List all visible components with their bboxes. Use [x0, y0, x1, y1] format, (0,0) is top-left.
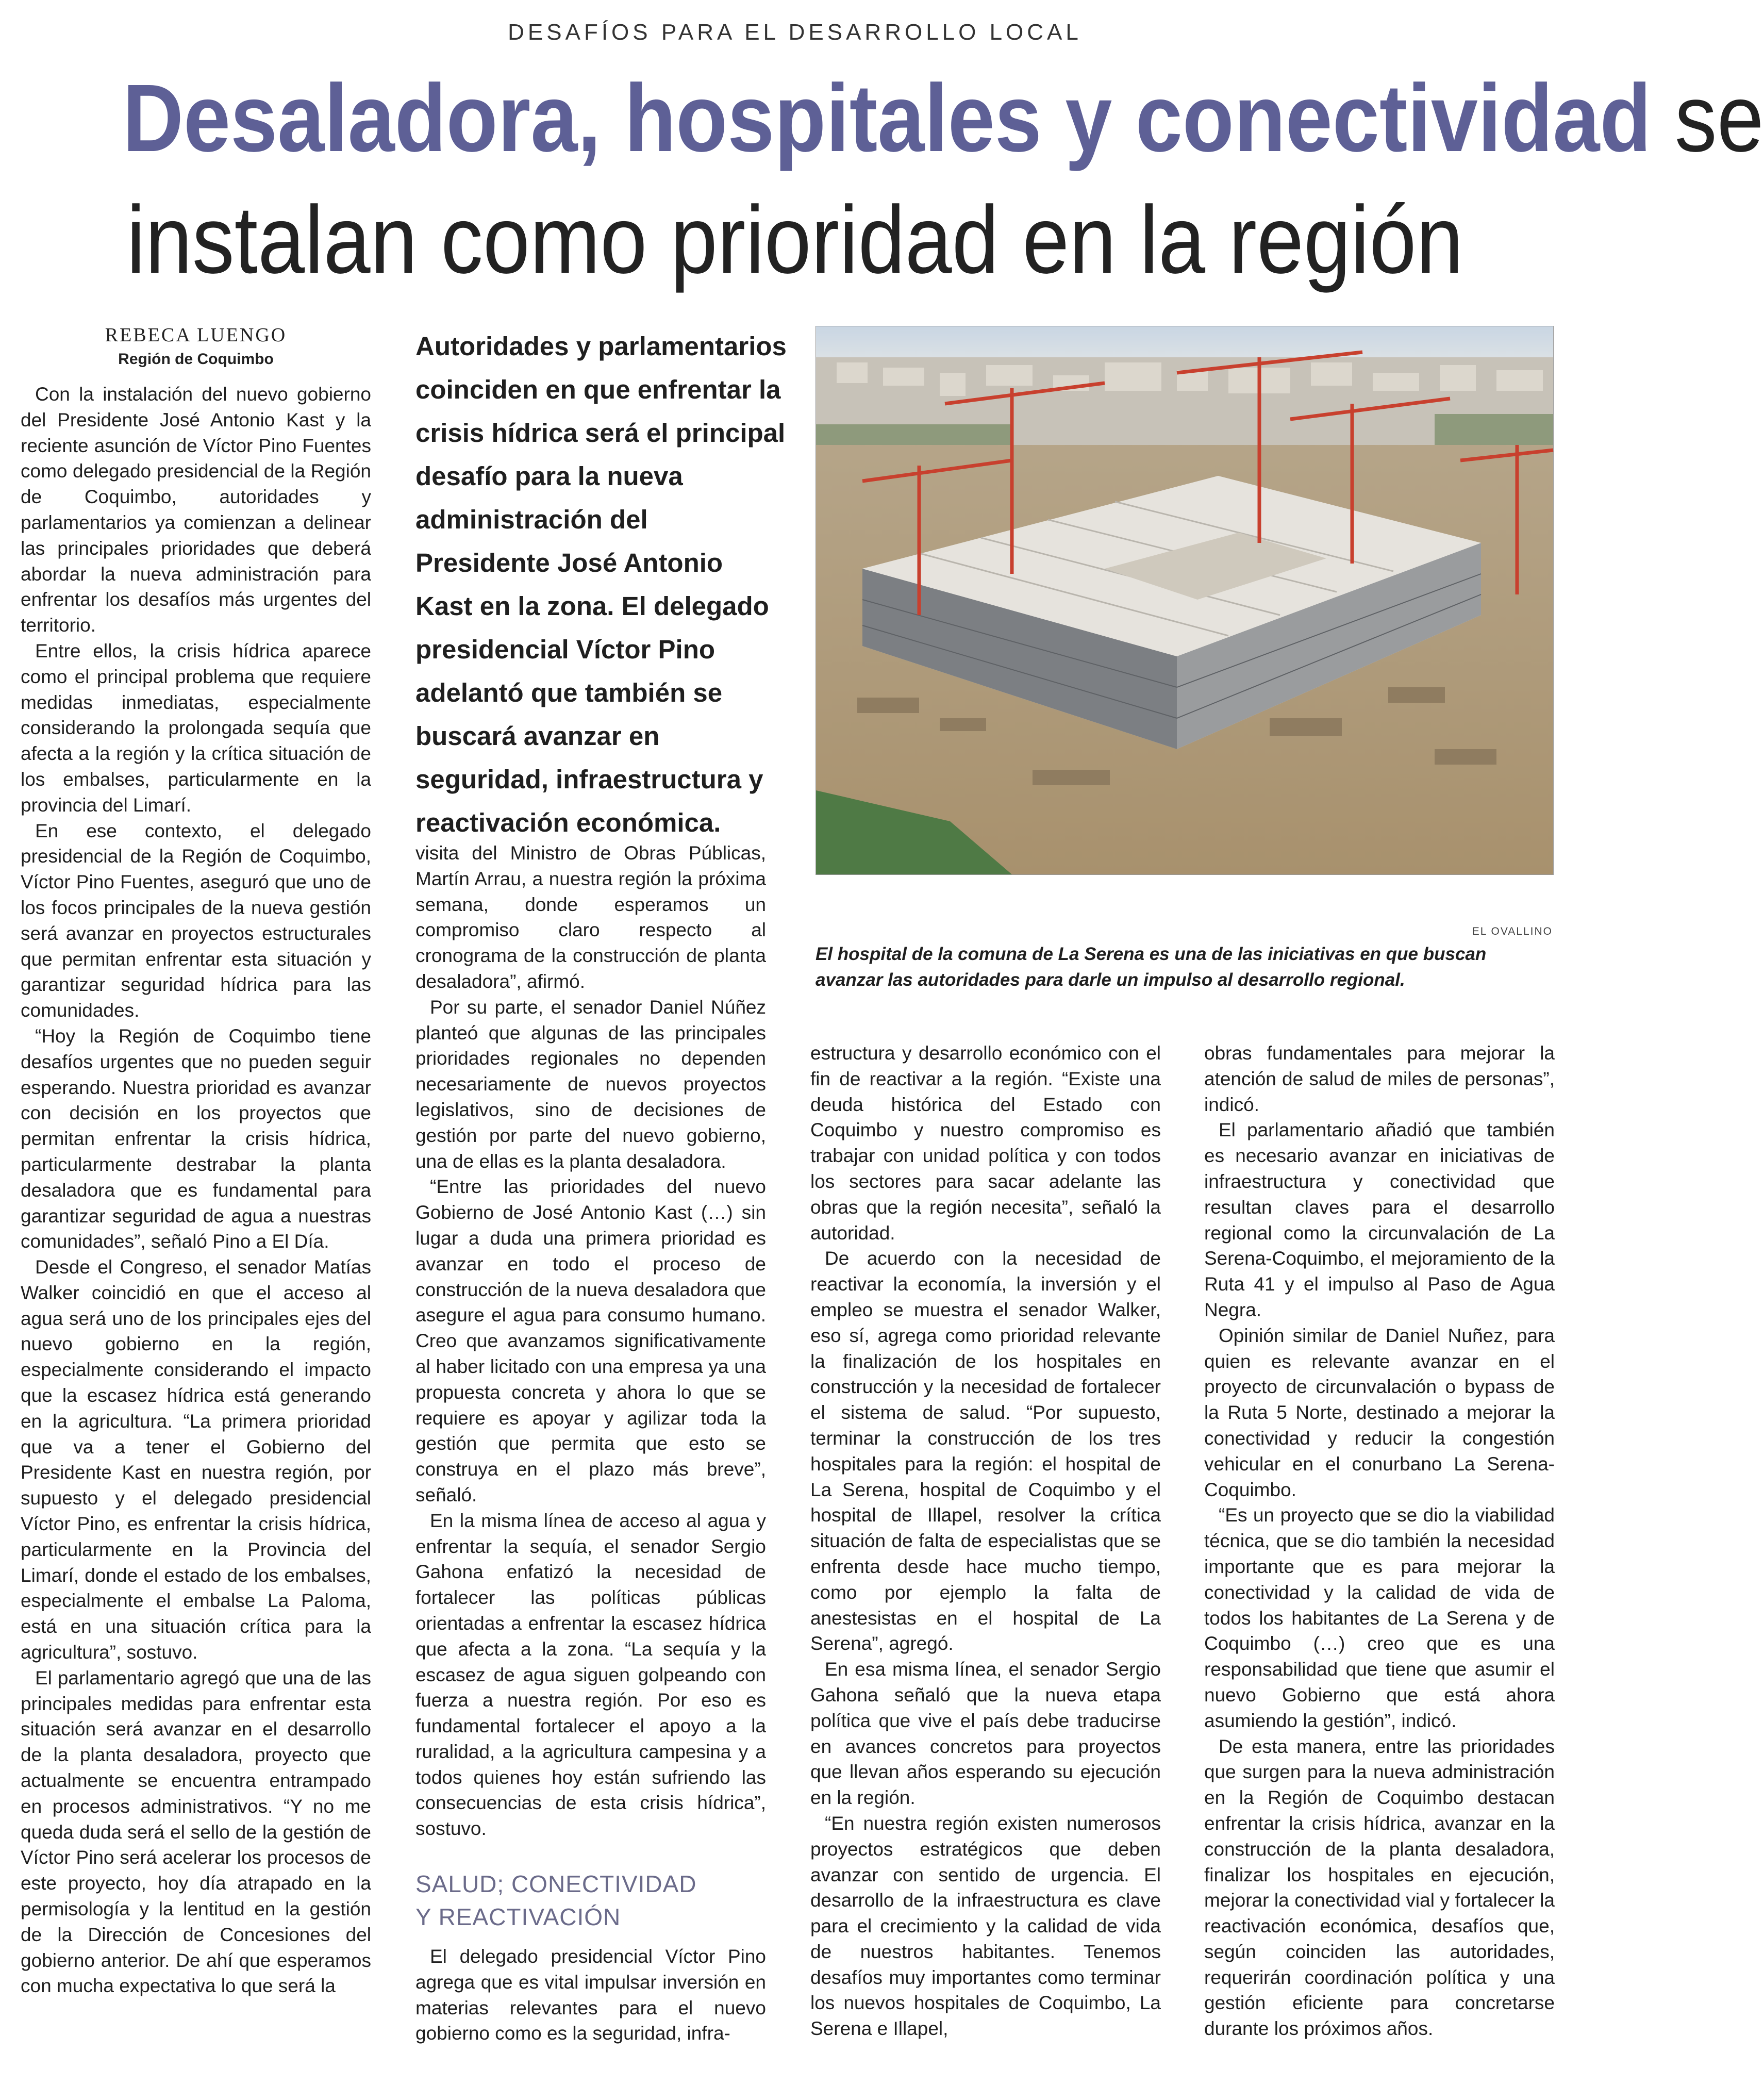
- paragraph: El delegado presidencial Víctor Pino agrega que es vital impulsar inversión en materias relevantes para el nuevo gobierno como es la seguridad, infra-: [415, 1946, 766, 2044]
- headline-highlight: Desaladora, hospitales y conectividad: [122, 65, 1652, 172]
- byline-author: REBECA LUENGO: [105, 324, 287, 346]
- paragraph: Entre ellos, la crisis hídrica aparece como el principal problema que requiere medidas inmediatas, especialmente considerando la prolongada sequía que afecta a la región y la crítica situación de los embalses, particularmente en la provincia del Limarí.: [21, 640, 371, 816]
- paragraph: “Entre las prioridades del nuevo Gobierno de José Antonio Kast (…) sin lugar a duda una primera prioridad es avanzar en todo el proceso de construcción de la nueva desaladora que asegure el agua para consumo humano. Creo que avanzamos significativamente al haber licitado con una empresa ya una propuesta concreta y ahora lo que se requiere es apoyar y agilizar toda la gestión que permita que esto se construya en el plazo más breve”, señaló.: [415, 1176, 766, 1505]
- byline-region: Región de Coquimbo: [118, 351, 274, 368]
- paragraph: En esa misma línea, el senador Sergio Gahona señaló que la nueva etapa política que vive el país debe traducirse en avances concretos para proyectos que llevan años esperando su ejecución en la región.: [810, 1659, 1161, 1809]
- paragraph: Desde el Congreso, el senador Matías Walker coincidió en que el acceso al agua será uno de los principales ejes del nuevo gobierno en la región, especialmente considerando el impacto que la escasez hídrica está generando en la agricultura. “La primera prioridad que va a tener el Gobierno del Presidente Kast en nuestra región, por supuesto y el delegado presidencial Víctor Pino, es enfrentar la crisis hídrica, particularmente en la Provincia del Limarí, donde el estado de los embalses, especialmente el embalse La Paloma, está en una situación crítica para la agricultura”, sostuvo.: [21, 1256, 371, 1663]
- subheading-line1: SALUD; CONECTIVIDAD: [415, 1871, 697, 1898]
- paragraph: De acuerdo con la necesidad de reactivar la economía, la inversión y el empleo se muestra el senador Walker, eso sí, agrega como prioridad relevante la finalización de los hospitales en construcción y la necesidad de fortalecer el sistema de salud. “Por supuesto, terminar la construcción de los tres hospitales para la región: el hospital de La Serena, hospital de Coquimbo y el hospital de Illapel, resolver la crítica situación de falta de especialistas que se enfrenta desde hace mucho tiempo, como por ejemplo la falta de anestesistas en el hospital de La Serena”, agregó.: [810, 1248, 1161, 1654]
- paragraph: Opinión similar de Daniel Nuñez, para quien es relevante avanzar en el proyecto de circunvalación o bypass de la Ruta 5 Norte, destinado a mejorar la conectividad y reducir la congestión vehicular en el conurbano La Serena-Coquimbo.: [1204, 1325, 1555, 1500]
- paragraph: Por su parte, el senador Daniel Núñez planteó que algunas de las principales prioridades regionales no dependen necesariamente de nuevos proyectos legislativos, sino de decisiones de gestión por parte del nuevo gobierno, una de ellas es la planta desaladora.: [415, 996, 766, 1172]
- paragraph: “Hoy la Región de Coquimbo tiene desafíos urgentes que no pueden seguir esperando. Nuestra prioridad es avanzar con decisión en los proyectos que permitan enfrentar la crisis hídrica, particularmente destrabar la planta desaladora que es fundamental para garantizar seguridad de agua a nuestras comunidades”, señaló Pino a El Día.: [21, 1025, 371, 1252]
- paragraph: estructura y desarrollo económico con el fin de reactivar a la región. “Existe una deuda histórica del Estado con Coquimbo y nuestro compromiso es trabajar con unidad política y con todos los sectores para sacar adelante las obras que la región necesita”, señaló la autoridad.: [810, 1042, 1161, 1244]
- article-column-1: [21, 382, 371, 1999]
- photo-credit: EL OVALLINO: [1472, 925, 1553, 937]
- hospital-construction-photo: [816, 326, 1554, 875]
- paragraph: visita del Ministro de Obras Públicas, Martín Arrau, a nuestra región la próxima semana, donde esperamos un compromiso claro respecto al cronograma de la construcción de planta desaladora”, afirmó.: [415, 842, 766, 992]
- subheading: [415, 1867, 766, 1933]
- paragraph: En la misma línea de acceso al agua y enfrentar la sequía, el senador Sergio Gahona enfatizó la necesidad de fortalecer las políticas públicas orientadas a enfrentar la escasez hídrica que afecta a la zona. “La sequía y la escasez de agua siguen golpeando con fuerza a nuestra región. Por eso es fundamental fortalecer el apoyo a la ruralidad, a la agricultura campesina y a todos quienes hoy están sufriendo las consecuencias de esta crisis hídrica”, sostuvo.: [415, 1510, 766, 1840]
- paragraph: El parlamentario añadió que también es necesario avanzar en iniciativas de infraestructura y conectividad que resultan claves para el desarrollo regional como la circunvalación de La Serena-Coquimbo, el mejoramiento de la Ruta 41 y el impulso al Paso de Agua Negra.: [1204, 1119, 1555, 1320]
- photo-illustration: [816, 326, 1553, 874]
- paragraph: “En nuestra región existen numerosos proyectos estratégicos que deben avanzar con sentido de urgencia. El desarrollo de la infraestructura es clave para el crecimiento y la calidad de vida de nuestros habitantes. Tenemos desafíos muy importantes como terminar los nuevos hospitales de Coquimbo, La Serena e Illapel,: [810, 1812, 1161, 2040]
- photo-caption: El hospital de la comuna de La Serena es una de las iniciativas en que buscan avanzar las autoridades para darle un impulso al desarrollo regional.: [816, 944, 1487, 990]
- headline-line2: instalan como prioridad en la región: [126, 187, 1463, 293]
- subheading-line2: Y REACTIVACIÓN: [415, 1904, 621, 1931]
- paragraph: En ese contexto, el delegado presidencial de la Región de Coquimbo, Víctor Pino Fuentes, aseguró que uno de los focos principales de la nueva gestión será avanzar en proyectos estructurales que permitan enfrentar esta situación y garantizar seguridad hídrica para las comunidades.: [21, 820, 371, 1021]
- article-column-4: [1204, 1040, 1555, 2042]
- article-lede: Autoridades y parlamentarios coinciden en que enfrentar la crisis hídrica será el principal desafío para la nueva administración del Presidente José Antonio Kast en la zona. El delegado presidencial Víctor Pino adelantó que también se buscará avanzar en seguridad, infraestructura y reactivación económica.: [415, 332, 787, 837]
- paragraph: De esta manera, entre las prioridades que surgen para la nueva administración en la Región de Coquimbo destacan enfrentar la crisis hídrica, avanzar en la construcción de la planta desaladora, finalizar los hospitales en ejecución, mejorar la conectividad vial y fortalecer la reactivación económica, desafíos que, según coinciden las autoridades, requerirán coordinación política y una gestión eficiente para concretarse durante los próximos años.: [1204, 1735, 1555, 2040]
- paragraph: El parlamentario agregó que una de las principales medidas para enfrentar esta situación será avanzar en el desarrollo de la planta desaladora, proyecto que actualmente se encuentra entrampado en procesos administrativos. “Y no me queda duda será el sello de la gestión de Víctor Pino será acelerar los procesos de este proyecto, hoy día atrapado en la permisología y la lentitud en la gestión de la Dirección de Concesiones del gobierno anterior. De ahí que esperamos con mucha expectativa lo que será la: [21, 1667, 371, 1997]
- paragraph: obras fundamentales para mejorar la atención de salud de miles de personas”, indicó.: [1204, 1042, 1555, 1115]
- article-column-3: [810, 1040, 1161, 2042]
- headline-rest: se: [1674, 65, 1764, 172]
- headline: [122, 58, 1764, 301]
- paragraph: “Es un proyecto que se dio la viabilidad técnica, que se dio también la necesidad importante que es para mejorar la conectividad y la calidad de vida de todos los habitantes de La Serena y de Coquimbo (…) creo que es una responsabilidad que tiene que asumir el nuevo Gobierno que está ahora asumiendo la gestión”, indicó.: [1204, 1504, 1555, 1731]
- section-kicker: DESAFÍOS PARA EL DESARROLLO LOCAL: [508, 20, 1082, 45]
- paragraph: Con la instalación del nuevo gobierno del Presidente José Antonio Kast y la reciente asunción de Víctor Pino Fuentes como delegado presidencial de la Región de Coquimbo, autoridades y parlamentarios ya comienzan a delinear las principales prioridades que deberá abordar la nueva administración para enfrentar los desafíos más urgentes del territorio.: [21, 384, 371, 636]
- article-column-2: [415, 840, 766, 2046]
